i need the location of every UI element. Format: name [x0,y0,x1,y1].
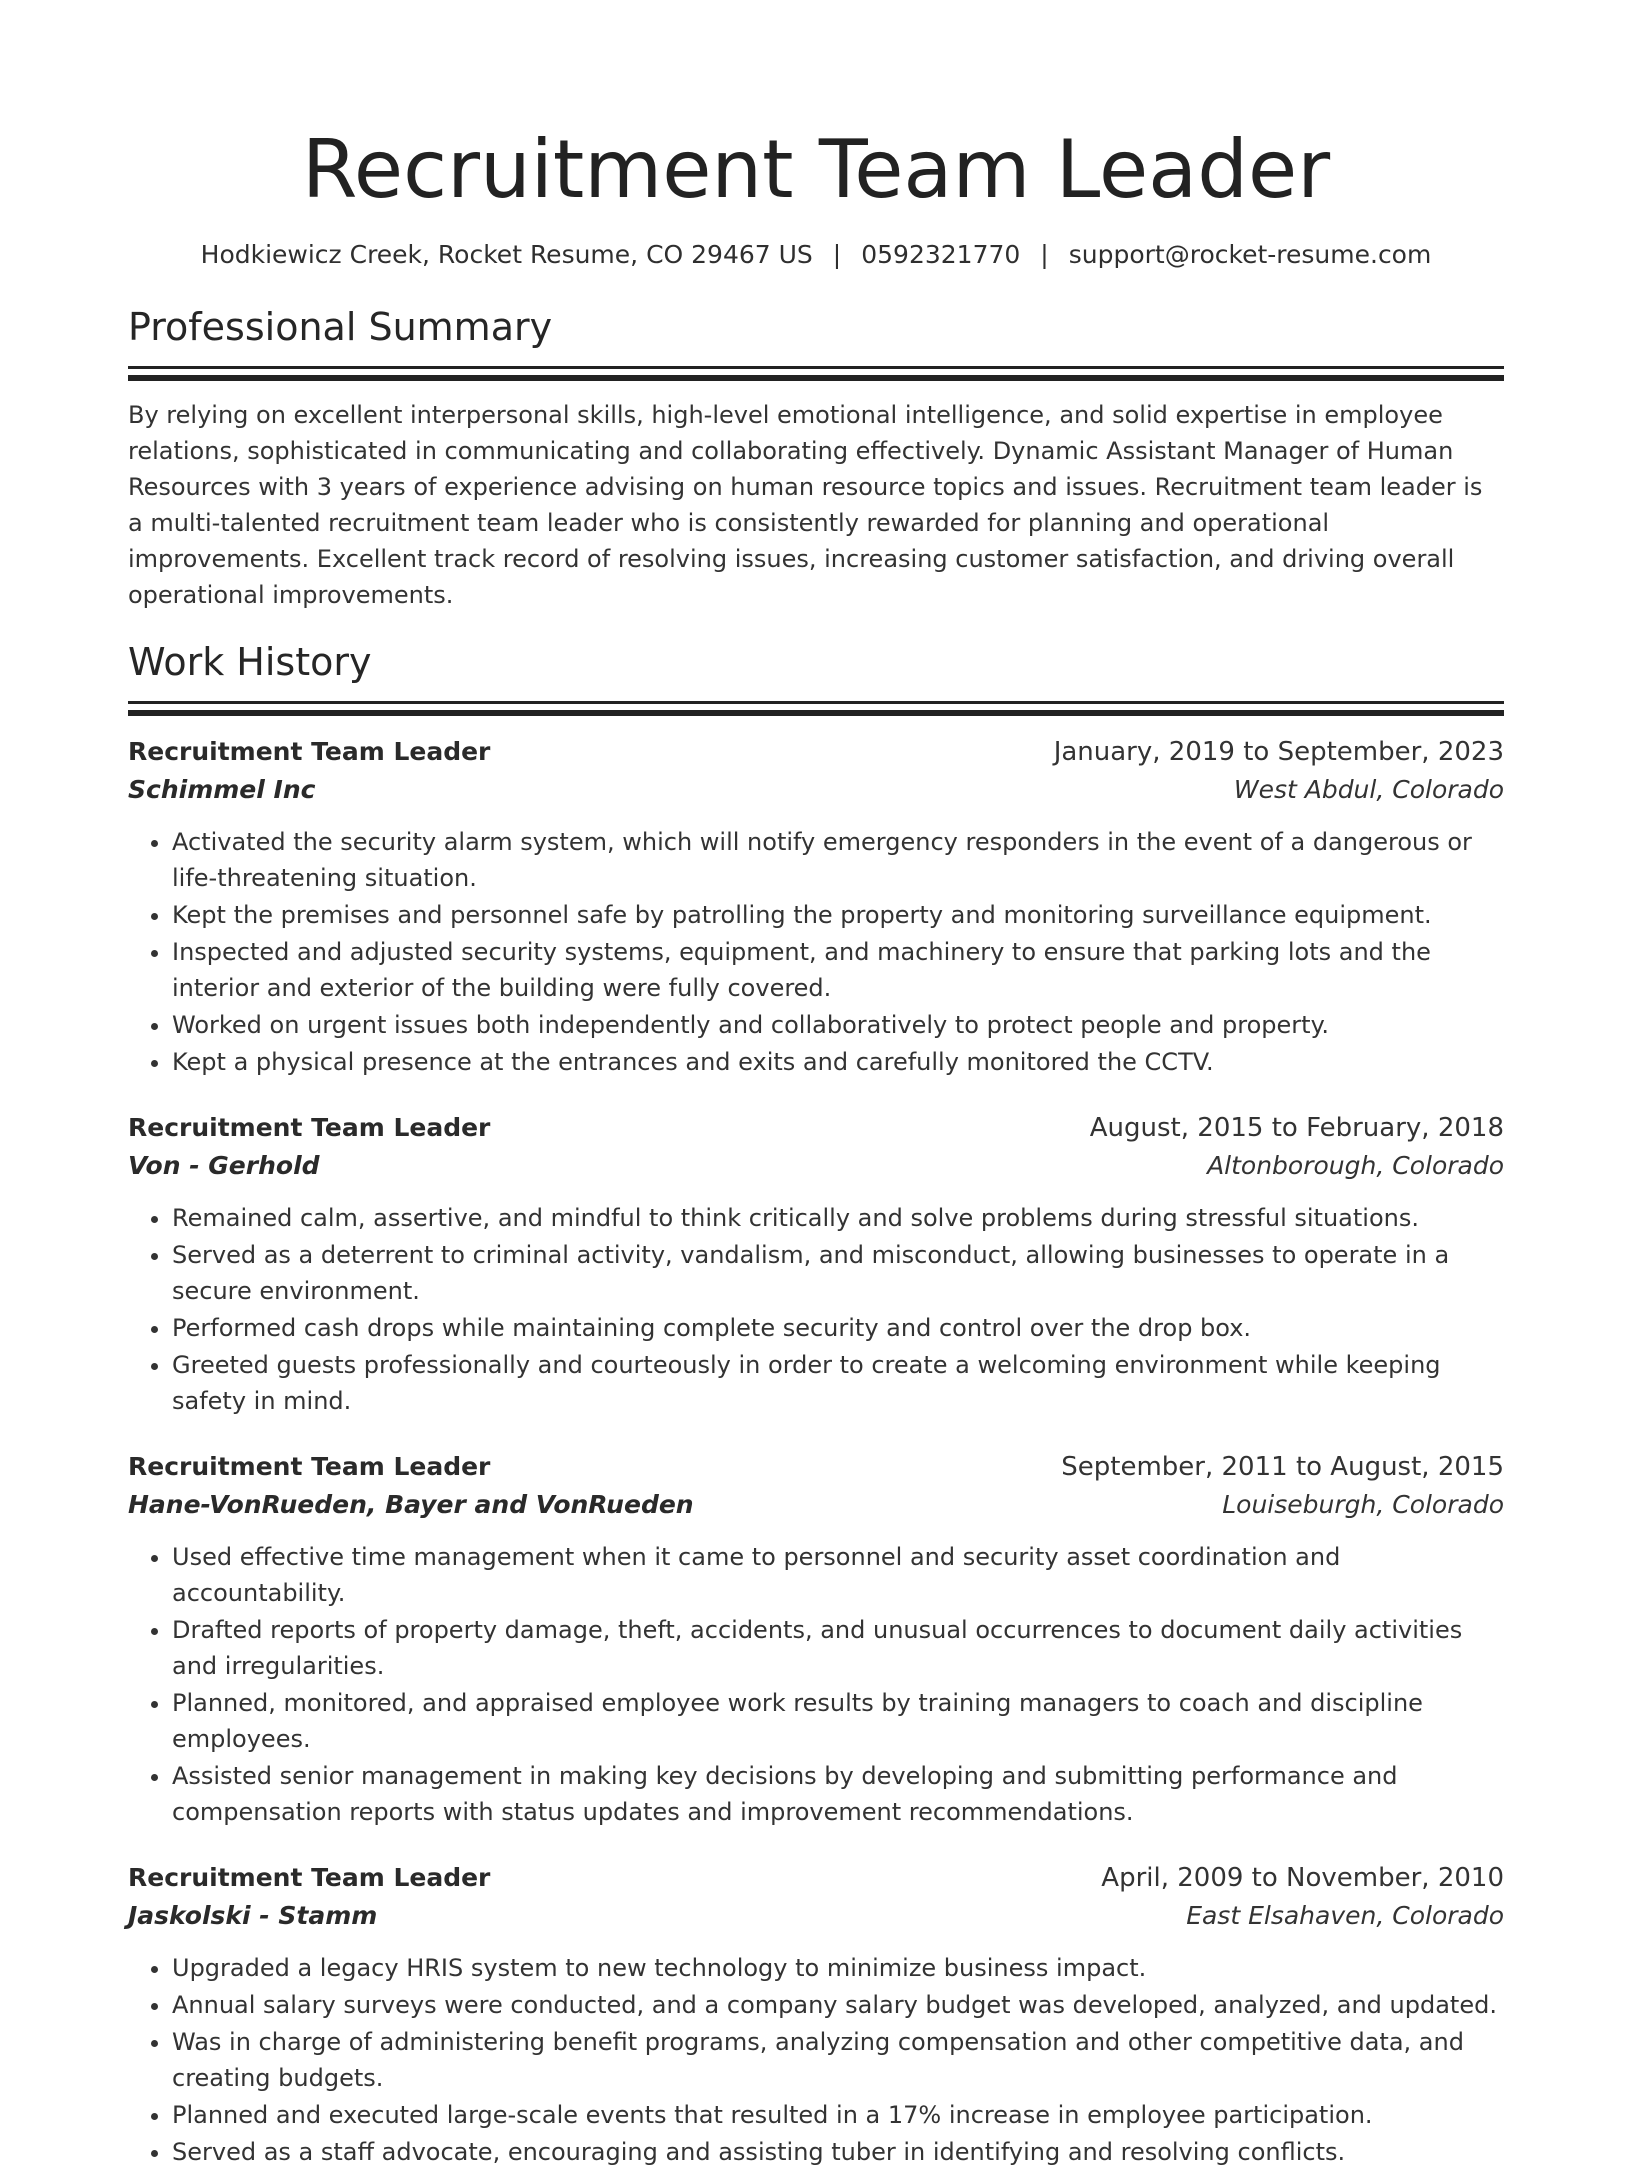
job-bullet: • Annual salary surveys were conducted, and a company salary budget was developed, analyzed, and updated. [172,1987,1504,2023]
job-bullet: • Was in charge of administering benefit programs, analyzing compensation and other competitive data, and creating budgets. [172,2024,1504,2096]
job-company: Jaskolski - Stamm [128,1901,378,1930]
contact-phone: 0592321770 [861,240,1021,269]
job-header [128,1110,1504,1146]
job-bullet: • Kept a physical presence at the entrances and exits and carefully monitored the CCTV. [172,1044,1504,1080]
section-divider [128,366,1504,369]
job-bullet: • Assisted senior management in making key decisions by developing and submitting performance and compensation reports with status updates and improvement recommendations. [172,1758,1504,1830]
resume-page [128,0,1504,2171]
section-title-work-history: Work History [128,640,372,684]
job-list [128,734,1504,2170]
professional-summary-section [128,302,1504,613]
contact-separator: | [832,240,842,269]
job-bullet: • Kept the premises and personnel safe by patrolling the property and monitoring surveillance equipment. [172,897,1504,933]
job-dates: August, 2015 to February, 2018 [1089,1113,1504,1143]
job-title: Recruitment Team Leader [128,1863,491,1892]
job-bullet: • Planned, monitored, and appraised employee work results by training managers to coach and discipline employees. [172,1685,1504,1757]
job-bullet-list [128,824,1504,1080]
job-bullet-list [128,1200,1504,1419]
job-title: Recruitment Team Leader [128,1452,491,1481]
job-subheader [128,1896,1504,1936]
job-bullet: • Served as a deterrent to criminal activity, vandalism, and misconduct, allowing businesses to operate in a secure environment. [172,1237,1504,1309]
job-bullet: • Inspected and adjusted security systems, equipment, and machinery to ensure that parking lots and the interior and exterior of the building were fully covered. [172,934,1504,1006]
contact-email: support@rocket-resume.com [1068,240,1432,269]
job-bullet: • Planned and executed large-scale events that resulted in a 17% increase in employee participation. [172,2097,1504,2133]
job-title: Recruitment Team Leader [128,1113,491,1142]
job-dates: April, 2009 to November, 2010 [1101,1863,1504,1893]
job-bullet: • Drafted reports of property damage, theft, accidents, and unusual occurrences to document daily activities and irregularities. [172,1612,1504,1684]
job-bullet: • Served as a staff advocate, encouraging and assisting tuber in identifying and resolving conflicts. [172,2134,1504,2170]
job-bullet: • Worked on urgent issues both independently and collaboratively to protect people and property. [172,1007,1504,1043]
contact-line [128,238,1504,272]
job-location: Louiseburgh, Colorado [1222,1490,1504,1519]
job-entry [128,1449,1504,1830]
job-company: Schimmel Inc [128,775,316,804]
job-entry [128,734,1504,1080]
job-subheader [128,770,1504,810]
job-dates: September, 2011 to August, 2015 [1061,1452,1504,1482]
section-title-summary: Professional Summary [128,305,553,349]
job-header [128,734,1504,770]
summary-text: By relying on excellent interpersonal skills, high-level emotional intelligence, and solid expertise in employee relations, sophisticated in communicating and collaborating effectively. Dynamic Assistant Manager of Human Resources with 3 years of experience advising on human resource topics and issues. Recruitment team leader is a multi-talented recruitment team leader who is consistently rewarded for planning and operational improvements. Excellent track record of resolving issues, increasing customer satisfaction, and driving overall operational improvements. [128,401,1483,609]
section-divider-thick [128,375,1504,381]
job-header [128,1449,1504,1485]
job-location: West Abdul, Colorado [1233,775,1504,804]
job-subheader [128,1485,1504,1525]
job-bullet: • Remained calm, assertive, and mindful to think critically and solve problems during stressful situations. [172,1200,1504,1236]
resume-name: Recruitment Team Leader [301,123,1331,216]
section-divider-thick [128,710,1504,716]
job-company: Von - Gerhold [128,1151,320,1180]
job-bullet-list [128,1950,1504,2170]
job-entry [128,1110,1504,1419]
job-bullet: • Used effective time management when it came to personnel and security asset coordination and accountability. [172,1539,1504,1611]
job-location: East Elsahaven, Colorado [1186,1901,1504,1930]
job-header [128,1860,1504,1896]
job-title: Recruitment Team Leader [128,737,491,766]
work-history-section [128,637,1504,2170]
job-bullet: • Performed cash drops while maintaining complete security and control over the drop box. [172,1310,1504,1346]
job-bullet: • Greeted guests professionally and courteously in order to create a welcoming environment while keeping safety in mind. [172,1347,1504,1419]
job-bullet: • Activated the security alarm system, which will notify emergency responders in the event of a dangerous or life-threatening situation. [172,824,1504,896]
job-dates: January, 2019 to September, 2023 [1053,737,1504,767]
contact-address: Hodkiewicz Creek, Rocket Resume, CO 29467 US [200,240,813,269]
job-subheader [128,1146,1504,1186]
job-company: Hane-VonRueden, Bayer and VonRueden [128,1490,694,1519]
job-location: Altonborough, Colorado [1207,1151,1504,1180]
job-bullet: • Upgraded a legacy HRIS system to new technology to minimize business impact. [172,1950,1504,1986]
job-bullet-list [128,1539,1504,1830]
job-entry [128,1860,1504,2170]
contact-separator: | [1040,240,1049,269]
section-divider [128,701,1504,704]
